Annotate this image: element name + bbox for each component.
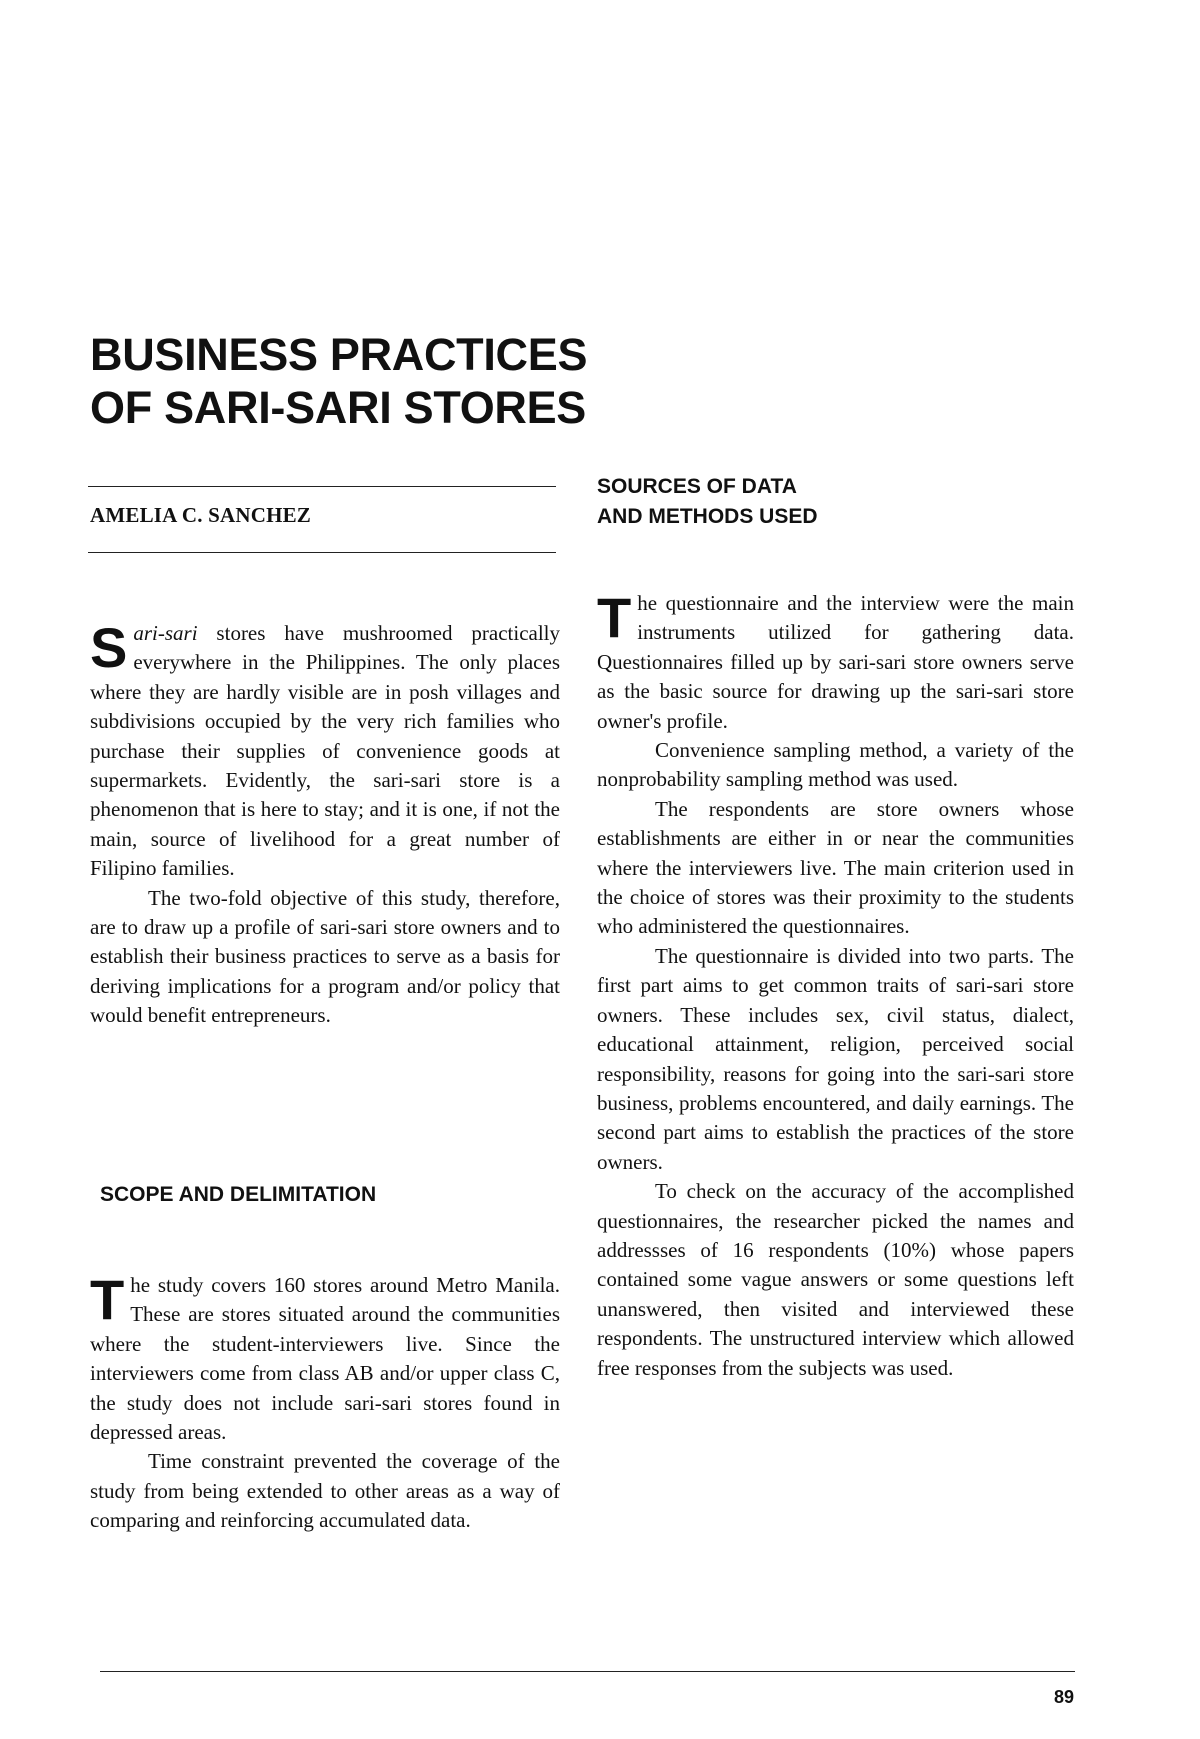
sources-heading-line-1: SOURCES OF DATA: [597, 475, 797, 498]
intro-paragraph-2: The two-fold objective of this study, therefore, are to draw up a profile of sari-sari store owners and to establish their business practices to serve as a basis for deriving implications for a program and/or policy that would benefit entrepreneurs.: [90, 885, 560, 1028]
footer-rule: [100, 1671, 1075, 1672]
sources-paragraph-4: The questionnaire is divided into two parts. The first part aims to get common traits of sari-sari store owners. These includes sex, civil status, dialect, educational attainment, religion, perceived social responsibility, reasons for going into the sari-sari store business, problems encountered, and daily earnings. The second part aims to establish the practices of the store owners.: [597, 943, 1074, 1174]
sources-section: [597, 586, 1074, 1383]
intro-paragraph-1: [90, 616, 560, 884]
article-title: [90, 328, 587, 434]
sources-paragraph-3: The respondents are store owners whose establishments are either in or near the communities where the interviewers live. The main criterion used in the choice of stores was their proximity to the students who administered the questionnaires.: [597, 796, 1074, 939]
page-number: 89: [1054, 1687, 1075, 1707]
intro-section: [90, 616, 560, 1031]
sources-paragraph-1-text: he questionnaire and the interview were the main instruments utilized for gathering data. Questionnaires filled up by sari-sari store owners serve as the basic source for drawing up the sari-sari store owner's profile.: [597, 591, 1074, 733]
scope-paragraph-1-text: he study covers 160 stores around Metro Manila. These are stores situated around the communities where the student-interviewers live. Since the interviewers come from class AB and/or upper class C, the study does not include sari-sari stores found in depressed areas.: [90, 1273, 560, 1445]
sources-drop-cap: T: [597, 586, 632, 649]
scope-drop-cap: T: [90, 1268, 125, 1331]
author-rule-bottom: [88, 552, 556, 553]
scope-paragraph-1: [90, 1268, 560, 1447]
sources-paragraph-2: Convenience sampling method, a variety of the nonprobability sampling method was used.: [597, 738, 1074, 792]
sources-heading-line-2: AND METHODS USED: [597, 505, 818, 528]
author-name: AMELIA C. SANCHEZ: [90, 503, 312, 527]
sources-paragraph-1: [597, 586, 1074, 736]
author-rule-top: [88, 486, 556, 487]
scope-section: [90, 1268, 560, 1536]
article-title-line-2: OF SARI-SARI STORES: [90, 382, 587, 433]
sources-paragraph-5: To check on the accuracy of the accomplished questionnaires, the researcher picked the names and addressses of 16 respondents (10%) whose papers contained some vague answers or some questions left unanswered, then visited and interviewed these respondents. The unstructured interview which allowed free responses from the subjects was used.: [597, 1179, 1074, 1380]
scope-paragraph-2: Time constraint prevented the coverage of the study from being extended to other areas as a way of comparing and reinforcing accumulated data.: [90, 1449, 560, 1533]
intro-drop-cap: S: [90, 616, 128, 679]
article-title-line-1: BUSINESS PRACTICES: [90, 329, 588, 380]
sources-heading: [597, 472, 818, 532]
intro-lead-italic: ari-sari: [133, 621, 198, 645]
scope-heading: SCOPE AND DELIMITATION: [100, 1183, 377, 1206]
intro-paragraph-1-text: stores have mushroomed practically everywhere in the Philippines. The only places where they are hardly visible are in posh villages and subdivisions occupied by the very rich families who purchase their supplies of convenience goods at supermarkets. Evidently, the sari-sari store is a phenomenon that is here to stay; and it is one, if not the main, source of livelihood for a great number of Filipino families.: [90, 621, 560, 881]
